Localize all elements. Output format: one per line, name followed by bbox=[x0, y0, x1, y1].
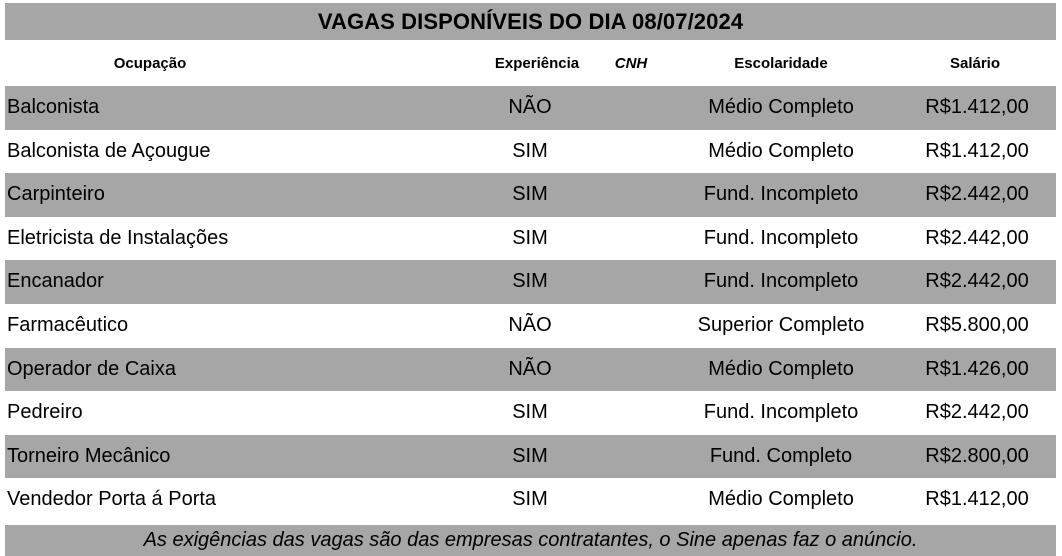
cell-salario: R$2.800,00 bbox=[925, 444, 1029, 467]
cell-escolaridade: Fund. Incompleto bbox=[703, 401, 859, 424]
cell-ocupacao: Operador de Caixa bbox=[7, 357, 176, 380]
header-ocupacao: Ocupação bbox=[113, 55, 187, 72]
cell-experiencia: SIM bbox=[512, 226, 548, 249]
cell-experiencia: SIM bbox=[512, 488, 548, 511]
table-row bbox=[5, 435, 1056, 479]
cell-ocupacao: Farmacêutico bbox=[7, 313, 129, 336]
cell-experiencia: SIM bbox=[512, 401, 548, 424]
cell-salario: R$1.412,00 bbox=[925, 488, 1029, 511]
cell-salario: R$5.800,00 bbox=[925, 313, 1029, 336]
cell-ocupacao: Balconista de Açougue bbox=[7, 139, 211, 162]
cell-salario: R$2.442,00 bbox=[925, 401, 1029, 424]
cell-experiencia: SIM bbox=[512, 444, 548, 467]
cell-salario: R$1.412,00 bbox=[925, 96, 1029, 118]
cell-escolaridade: Fund. Incompleto bbox=[703, 226, 859, 249]
cell-experiencia: NÃO bbox=[508, 313, 552, 336]
cell-escolaridade: Fund. Incompleto bbox=[703, 270, 859, 293]
table-row bbox=[5, 130, 1056, 174]
cell-experiencia: NÃO bbox=[508, 96, 552, 118]
table-row bbox=[5, 86, 1056, 130]
cell-ocupacao: Encanador bbox=[7, 270, 104, 293]
cell-salario: R$1.412,00 bbox=[925, 139, 1029, 162]
cell-experiencia: SIM bbox=[512, 139, 548, 162]
table-row bbox=[5, 391, 1056, 435]
cell-salario: R$1.426,00 bbox=[925, 357, 1029, 380]
cell-experiencia: SIM bbox=[512, 183, 548, 206]
cell-escolaridade: Médio Completo bbox=[708, 139, 854, 162]
page-title: VAGAS DISPONÍVEIS DO DIA 08/07/2024 bbox=[5, 3, 1056, 40]
cell-escolaridade: Médio Completo bbox=[708, 357, 854, 380]
header-salario: Salário bbox=[949, 55, 1001, 72]
cell-escolaridade: Fund. Incompleto bbox=[703, 183, 859, 206]
cell-ocupacao: Torneiro Mecânico bbox=[7, 444, 171, 467]
table-row bbox=[5, 478, 1056, 522]
cell-ocupacao: Pedreiro bbox=[7, 401, 83, 424]
cell-ocupacao: Balconista bbox=[7, 96, 100, 118]
cell-salario: R$2.442,00 bbox=[925, 226, 1029, 249]
vacancies-table bbox=[5, 86, 1056, 522]
header-experiencia: Experiência bbox=[494, 55, 580, 72]
table-header bbox=[5, 45, 1056, 83]
cell-salario: R$2.442,00 bbox=[925, 270, 1029, 293]
table-row bbox=[5, 348, 1056, 392]
cell-escolaridade: Superior Completo bbox=[697, 313, 865, 336]
disclaimer-footer: As exigências das vagas são das empresas contratantes, o Sine apenas faz o anúncio. bbox=[5, 525, 1056, 556]
header-escolaridade: Escolaridade bbox=[734, 55, 828, 72]
table-row bbox=[5, 260, 1056, 304]
table-row bbox=[5, 173, 1056, 217]
cell-escolaridade: Médio Completo bbox=[708, 488, 854, 511]
cell-ocupacao: Carpinteiro bbox=[7, 183, 105, 206]
header-cnh: CNH bbox=[614, 55, 648, 72]
cell-experiencia: SIM bbox=[512, 270, 548, 293]
cell-experiencia: NÃO bbox=[508, 357, 552, 380]
table-row bbox=[5, 304, 1056, 348]
cell-escolaridade: Fund. Completo bbox=[709, 444, 853, 467]
cell-escolaridade: Médio Completo bbox=[708, 96, 854, 118]
cell-ocupacao: Vendedor Porta á Porta bbox=[7, 488, 217, 511]
table-row bbox=[5, 217, 1056, 261]
cell-ocupacao: Eletricista de Instalações bbox=[7, 226, 229, 249]
cell-salario: R$2.442,00 bbox=[925, 183, 1029, 206]
